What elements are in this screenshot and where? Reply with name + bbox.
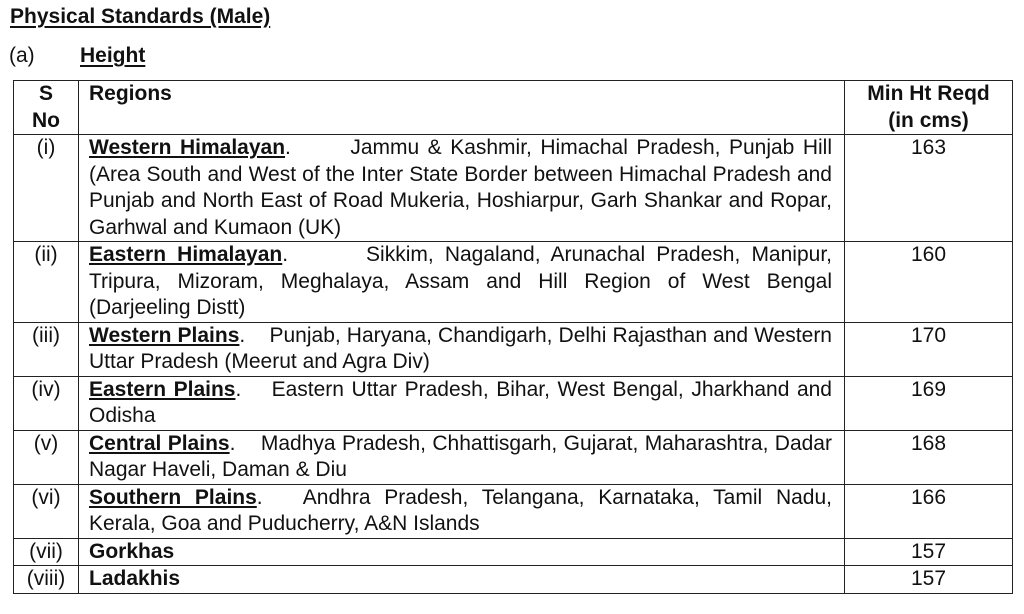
row-sno: (viii)	[14, 566, 79, 594]
region-states: Punjab, Haryana, Chandigarh, Delhi Rajasthan and Western Uttar Pradesh (Meerut and Agra Div)	[89, 323, 832, 373]
header-sno-line1: S	[38, 82, 53, 105]
section-header	[9, 44, 145, 68]
row-min-ht: 160	[845, 242, 1013, 323]
section-heading: Height	[80, 44, 146, 67]
region-states: Eastern Uttar Pradesh, Bihar, West Bengal, Jharkhand and Odisha	[89, 377, 832, 427]
table-row	[14, 538, 1013, 566]
row-min-ht: 168	[845, 430, 1013, 484]
table-row	[14, 242, 1013, 323]
region-states: Madhya Pradesh, Chhattisgarh, Gujarat, Maharashtra, Dadar Nagar Haveli, Daman & Diu	[89, 431, 832, 481]
row-min-ht: 169	[845, 376, 1013, 430]
row-min-ht: 157	[845, 566, 1013, 594]
row-region: Southern Plains. Andhra Pradesh, Telangana, Karnataka, Tamil Nadu, Kerala, Goa and Puducherry, A&N Islands	[79, 484, 845, 538]
region-name: Gorkhas	[89, 539, 175, 563]
region-name: Central Plains	[89, 431, 230, 455]
row-sno: (v)	[14, 430, 79, 484]
region-name: Ladakhis	[89, 567, 181, 590]
row-region: Eastern Himalayan. Sikkim, Nagaland, Arunachal Pradesh, Manipur, Tripura, Mizoram, Meghalaya, Assam and Hill Region of West Bengal (Darjeeling Distt)	[79, 242, 845, 323]
row-min-ht: 157	[845, 538, 1013, 566]
header-min-ht-line1: Min Ht Reqd	[867, 82, 990, 105]
row-region	[79, 538, 845, 566]
region-name: Southern Plains	[89, 485, 257, 509]
row-sno: (iv)	[14, 376, 79, 430]
height-standards-table	[13, 80, 1013, 594]
region-name: Western Plains	[89, 323, 240, 347]
section-label: (a)	[9, 44, 35, 67]
header-sno-line2: No	[32, 108, 60, 132]
table-row	[14, 566, 1013, 594]
document-title: Physical Standards (Male)	[10, 5, 271, 28]
header-sno	[14, 81, 79, 135]
row-region: Western Himalayan. Jammu & Kashmir, Himachal Pradesh, Punjab Hill (Area South and West of the Inter State Border between Himachal Pradesh and Punjab and North East of Road Mukeria, Hoshiarpur, Garh Shankar and Ropar, Garhwal and Kumaon (UK)	[79, 135, 845, 242]
table-header-row	[14, 81, 1013, 135]
row-min-ht: 163	[845, 135, 1013, 242]
region-name: Western Himalayan	[89, 136, 286, 159]
row-region: Western Plains. Punjab, Haryana, Chandigarh, Delhi Rajasthan and Western Uttar Pradesh (Meerut and Agra Div)	[79, 322, 845, 376]
table-row	[14, 135, 1013, 242]
header-min-ht	[845, 81, 1013, 135]
region-states: Sikkim, Nagaland, Arunachal Pradesh, Manipur, Tripura, Mizoram, Meghalaya, Assam and Hill Region of West Bengal (Darjeeling Distt)	[89, 243, 832, 319]
row-region: Central Plains. Madhya Pradesh, Chhattisgarh, Gujarat, Maharashtra, Dadar Nagar Haveli, Daman & Diu	[79, 430, 845, 484]
region-states: Andhra Pradesh, Telangana, Karnataka, Tamil Nadu, Kerala, Goa and Puducherry, A&N Islands	[89, 485, 832, 535]
row-sno: (ii)	[14, 242, 79, 323]
table-row	[14, 322, 1013, 376]
header-regions: Regions	[79, 81, 845, 135]
row-sno: (iii)	[14, 322, 79, 376]
region-name: Eastern Plains	[89, 377, 236, 401]
row-sno: (i)	[14, 135, 79, 242]
region-states: Jammu & Kashmir, Himachal Pradesh, Punjab Hill (Area South and West of the Inter State Border between Himachal Pradesh and Punjab and North East of Road Mukeria, Hoshiarpur, Garh Shankar and Ropar, Garhwal and Kumaon (UK)	[89, 136, 832, 239]
row-sno: (vi)	[14, 484, 79, 538]
region-name: Eastern Himalayan	[89, 243, 283, 266]
table-row	[14, 376, 1013, 430]
header-min-ht-line2: (in cms)	[888, 108, 969, 132]
row-region	[79, 566, 845, 594]
row-min-ht: 166	[845, 484, 1013, 538]
row-sno: (vii)	[14, 538, 79, 566]
row-min-ht: 170	[845, 322, 1013, 376]
row-region: Eastern Plains. Eastern Uttar Pradesh, Bihar, West Bengal, Jharkhand and Odisha	[79, 376, 845, 430]
table-row	[14, 484, 1013, 538]
table-row	[14, 430, 1013, 484]
